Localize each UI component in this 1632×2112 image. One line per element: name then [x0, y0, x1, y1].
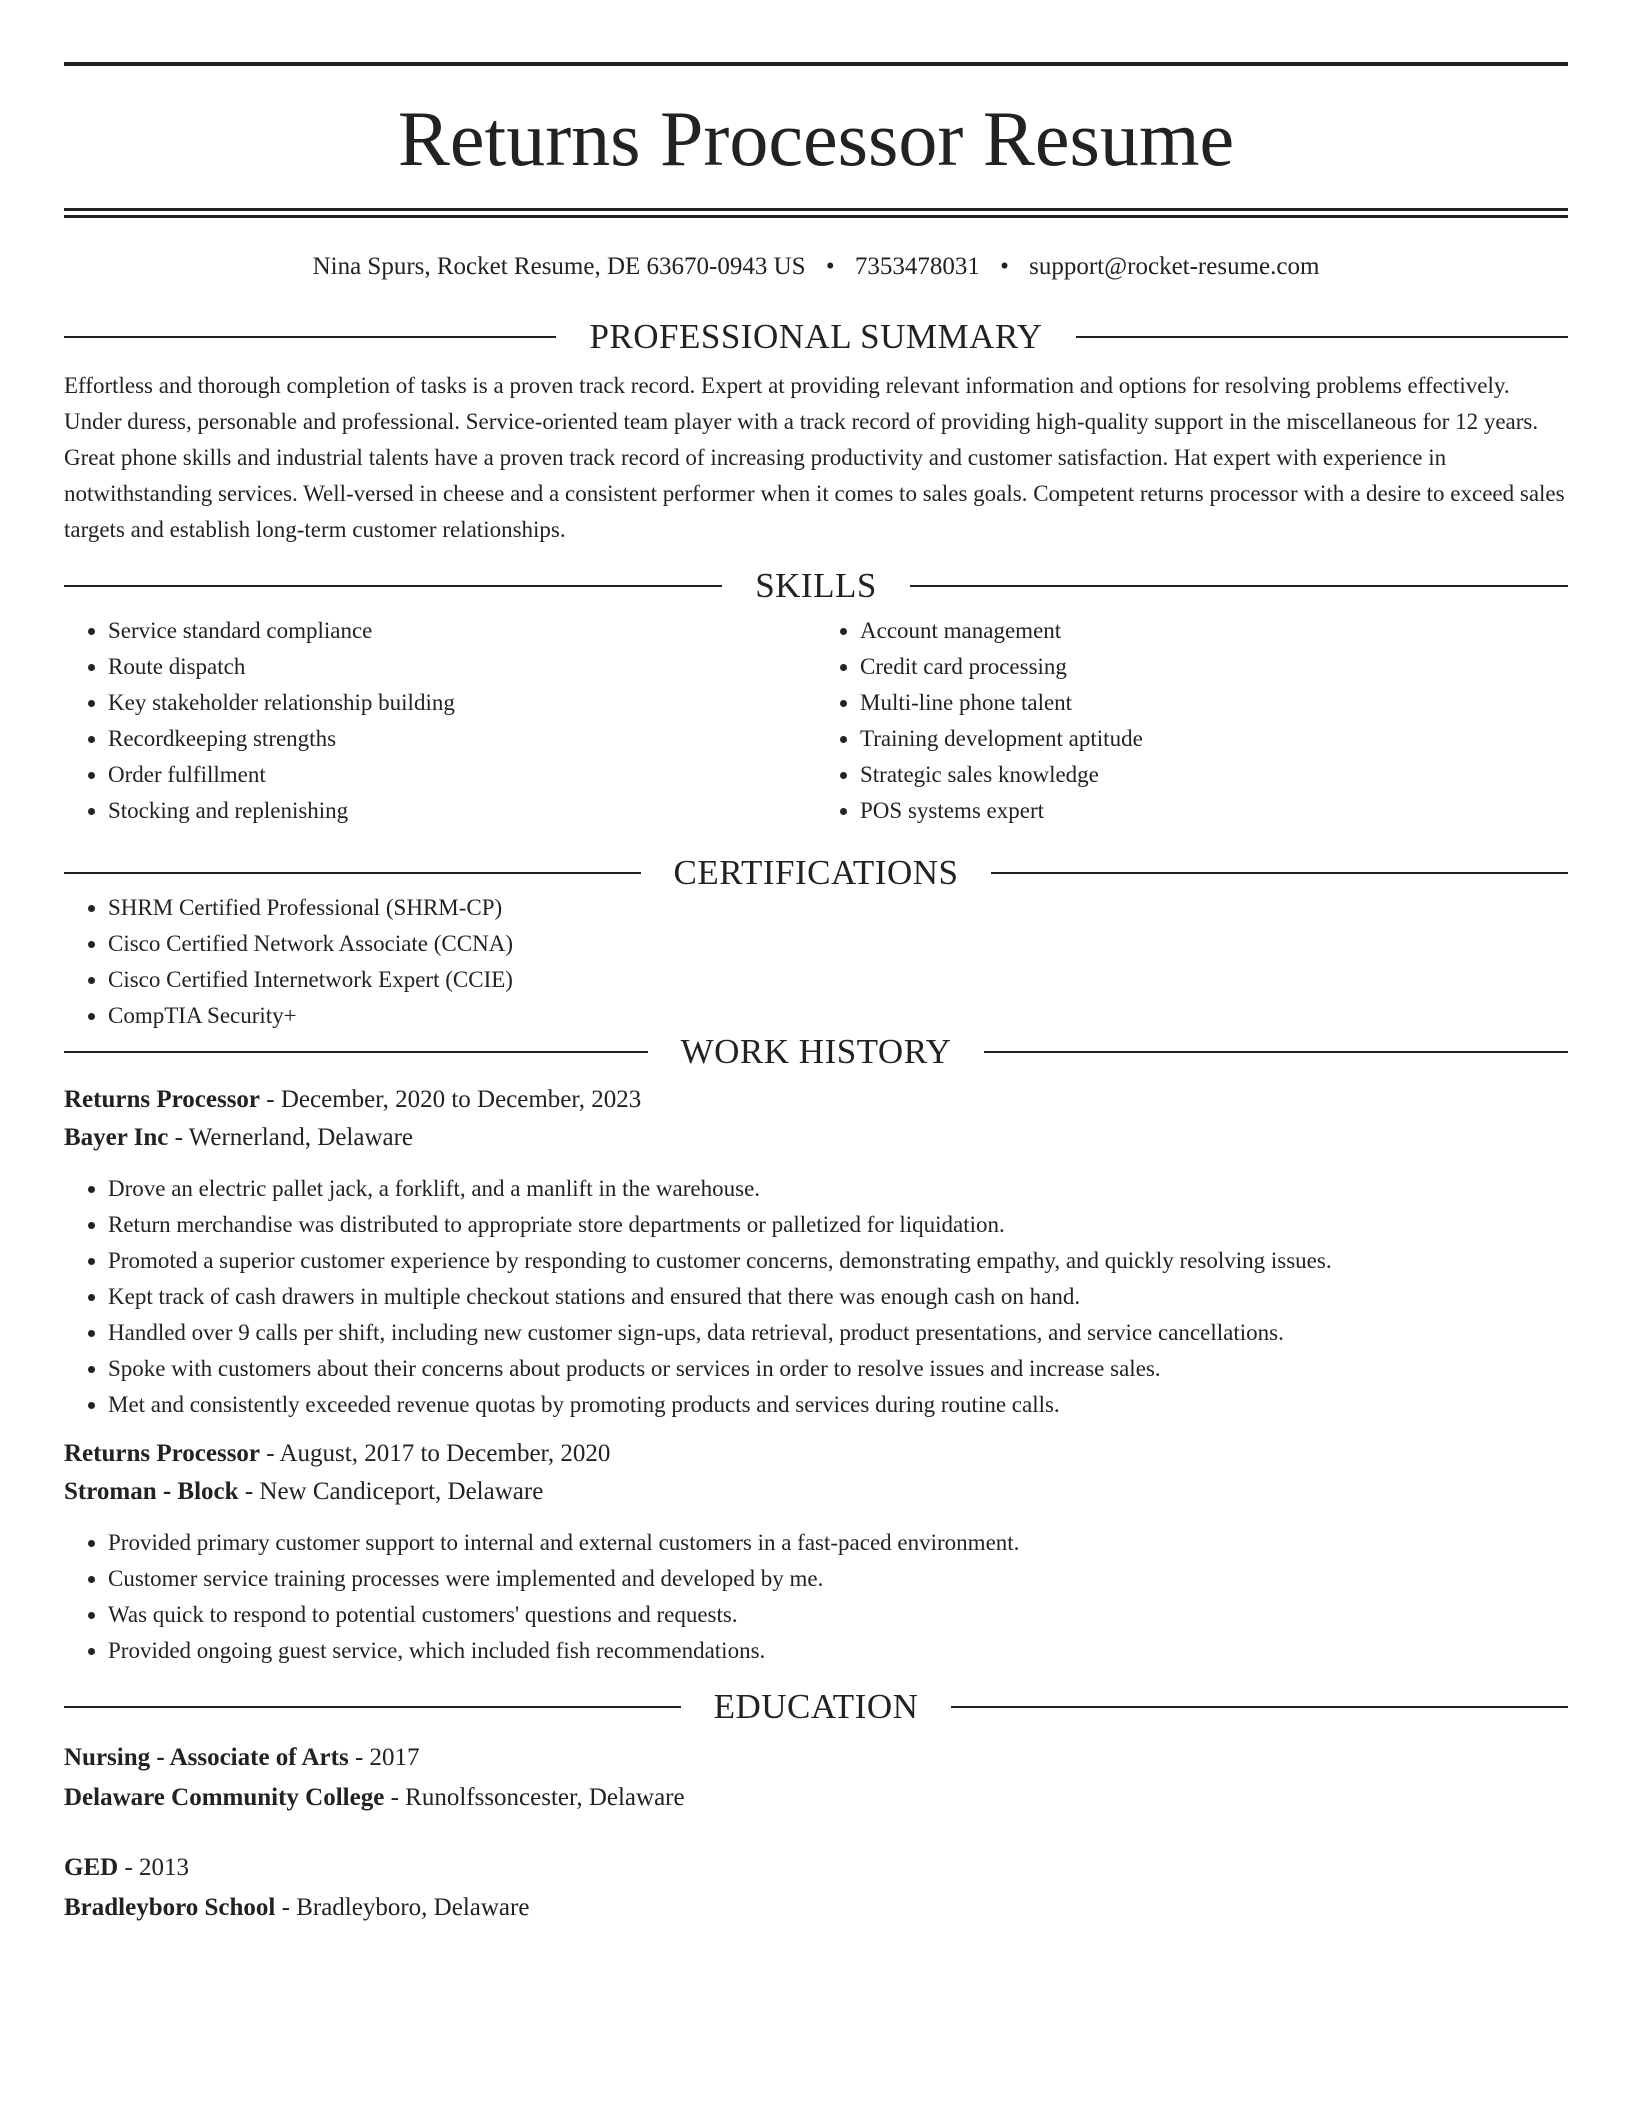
summary-text: Effortless and thorough completion of tasks is a proven track record. Expert at providing relevant information and options for resolving problems effectively. Under duress, personable and professional. Service-oriented team player with a track record of providing high-quality support in the miscellaneous for 12 years. Great phone skills and industrial talents have a proven track record of increasing productivity and customer satisfaction. Hat expert with experience in notwithstanding services. Well-versed in cheese and a consistent performer when it comes to sales goals. Competent returns processor with a desire to exceed sales targets and establish long-term customer relationships.	[64, 373, 1565, 542]
education-degree-line	[64, 1848, 1568, 1888]
job-dates: - August, 2017 to December, 2020	[260, 1440, 611, 1467]
skills-list-right	[816, 613, 1568, 829]
section-rule	[64, 336, 556, 338]
skill-item: • POS systems expert	[860, 793, 1568, 829]
job-duties-list	[64, 1171, 1568, 1423]
job-title-line	[64, 1435, 1568, 1473]
section-title: CERTIFICATIONS	[673, 853, 959, 892]
job-duty: • Spoke with customers about their concerns about products or services in order to resolve issues and increase sales.	[108, 1351, 1568, 1387]
contact-separator: •	[825, 253, 835, 280]
section-title: SKILLS	[755, 566, 877, 605]
section-title: PROFESSIONAL SUMMARY	[589, 317, 1043, 356]
education-entry	[64, 1738, 1568, 1818]
section-header-education	[64, 1689, 1568, 1724]
section-header-certifications	[64, 855, 1568, 890]
education-list	[64, 1738, 1568, 1928]
section-title: EDUCATION	[713, 1687, 919, 1726]
section-rule	[64, 872, 641, 874]
skills-list-left	[64, 613, 816, 829]
skill-item: • Credit card processing	[860, 649, 1568, 685]
resume-title: Returns Processor Resume	[397, 95, 1235, 182]
section-rule	[64, 585, 722, 587]
job-entry	[64, 1081, 1568, 1423]
resume-page	[64, 0, 1568, 1928]
certification-item: • Cisco Certified Network Associate (CCNA)	[108, 926, 1568, 962]
section-rule	[1076, 336, 1568, 338]
job-duties-list	[64, 1525, 1568, 1669]
education-year: - 2013	[118, 1854, 190, 1881]
job-company: Bayer Inc	[64, 1124, 169, 1151]
section-header-skills	[64, 568, 1568, 603]
section-rule	[951, 1706, 1568, 1708]
job-title: Returns Processor	[64, 1440, 261, 1467]
section-title: WORK HISTORY	[680, 1032, 952, 1071]
contact-email: support@rocket-resume.com	[1029, 253, 1320, 280]
section-header-work	[64, 1034, 1568, 1069]
section-rule	[984, 1051, 1568, 1053]
skill-item: • Recordkeeping strengths	[108, 721, 816, 757]
job-duty: • Customer service training processes were implemented and developed by me.	[108, 1561, 1568, 1597]
job-title-line	[64, 1081, 1568, 1119]
job-duty: • Was quick to respond to potential customers' questions and requests.	[108, 1597, 1568, 1633]
skill-item: • Training development aptitude	[860, 721, 1568, 757]
education-degree: Nursing - Associate of Arts	[64, 1744, 349, 1771]
job-duty: • Provided ongoing guest service, which included fish recommendations.	[108, 1633, 1568, 1669]
education-year: - 2017	[348, 1744, 420, 1771]
skill-item: • Account management	[860, 613, 1568, 649]
skill-item: • Order fulfillment	[108, 757, 816, 793]
section-rule	[64, 1706, 681, 1708]
contact-line	[64, 253, 1568, 281]
job-duty: • Provided primary customer support to internal and external customers in a fast-paced environment.	[108, 1525, 1568, 1561]
section-rule	[991, 872, 1568, 874]
education-school-line	[64, 1888, 1568, 1928]
job-company-line	[64, 1119, 1568, 1157]
education-degree-line	[64, 1738, 1568, 1778]
section-rule	[910, 585, 1568, 587]
job-dates: - December, 2020 to December, 2023	[260, 1086, 642, 1113]
job-duty: • Promoted a superior customer experience by responding to customer concerns, demonstrating empathy, and quickly resolving issues.	[108, 1243, 1568, 1279]
certification-item: • SHRM Certified Professional (SHRM-CP)	[108, 890, 1568, 926]
skill-item: • Strategic sales knowledge	[860, 757, 1568, 793]
contact-phone: 7353478031	[854, 253, 980, 280]
certification-item: • Cisco Certified Internetwork Expert (CCIE)	[108, 962, 1568, 998]
skills-grid	[64, 613, 1568, 829]
skill-item: • Key stakeholder relationship building	[108, 685, 816, 721]
education-entry	[64, 1848, 1568, 1928]
job-title: Returns Processor	[64, 1086, 261, 1113]
education-school: Delaware Community College	[64, 1784, 385, 1811]
job-duty: • Handled over 9 calls per shift, including new customer sign-ups, data retrieval, product presentations, and service cancellations.	[108, 1315, 1568, 1351]
certifications-list	[64, 890, 1568, 1034]
job-location: - Wernerland, Delaware	[168, 1124, 414, 1151]
skill-item: • Service standard compliance	[108, 613, 816, 649]
education-school: Bradleyboro School	[64, 1894, 276, 1921]
contact-separator: •	[1000, 253, 1009, 280]
job-location: - New Candiceport, Delaware	[238, 1478, 544, 1505]
skill-item: • Route dispatch	[108, 649, 816, 685]
skill-item: • Stocking and replenishing	[108, 793, 816, 829]
contact-address: Nina Spurs, Rocket Resume, DE 63670-0943 US	[312, 253, 806, 280]
job-duty: • Return merchandise was distributed to appropriate store departments or palletized for liquidation.	[108, 1207, 1568, 1243]
job-duty: • Drove an electric pallet jack, a forklift, and a manlift in the warehouse.	[108, 1171, 1568, 1207]
section-rule	[64, 1051, 648, 1053]
section-header-summary	[64, 319, 1568, 354]
job-company-line	[64, 1473, 1568, 1511]
top-rule	[64, 62, 1568, 66]
education-school-line	[64, 1778, 1568, 1818]
job-entry	[64, 1435, 1568, 1669]
education-location: - Runolfssoncester, Delaware	[384, 1784, 685, 1811]
education-location: - Bradleyboro, Delaware	[275, 1894, 530, 1921]
skill-item: • Multi-line phone talent	[860, 685, 1568, 721]
certification-item: • CompTIA Security+	[108, 998, 1568, 1034]
job-company: Stroman - Block	[64, 1478, 239, 1505]
job-duty: • Met and consistently exceeded revenue quotas by promoting products and services during routine calls.	[108, 1387, 1568, 1423]
title-double-rule	[64, 208, 1568, 218]
job-duty: • Kept track of cash drawers in multiple checkout stations and ensured that there was enough cash on hand.	[108, 1279, 1568, 1315]
education-degree: GED	[64, 1854, 119, 1881]
